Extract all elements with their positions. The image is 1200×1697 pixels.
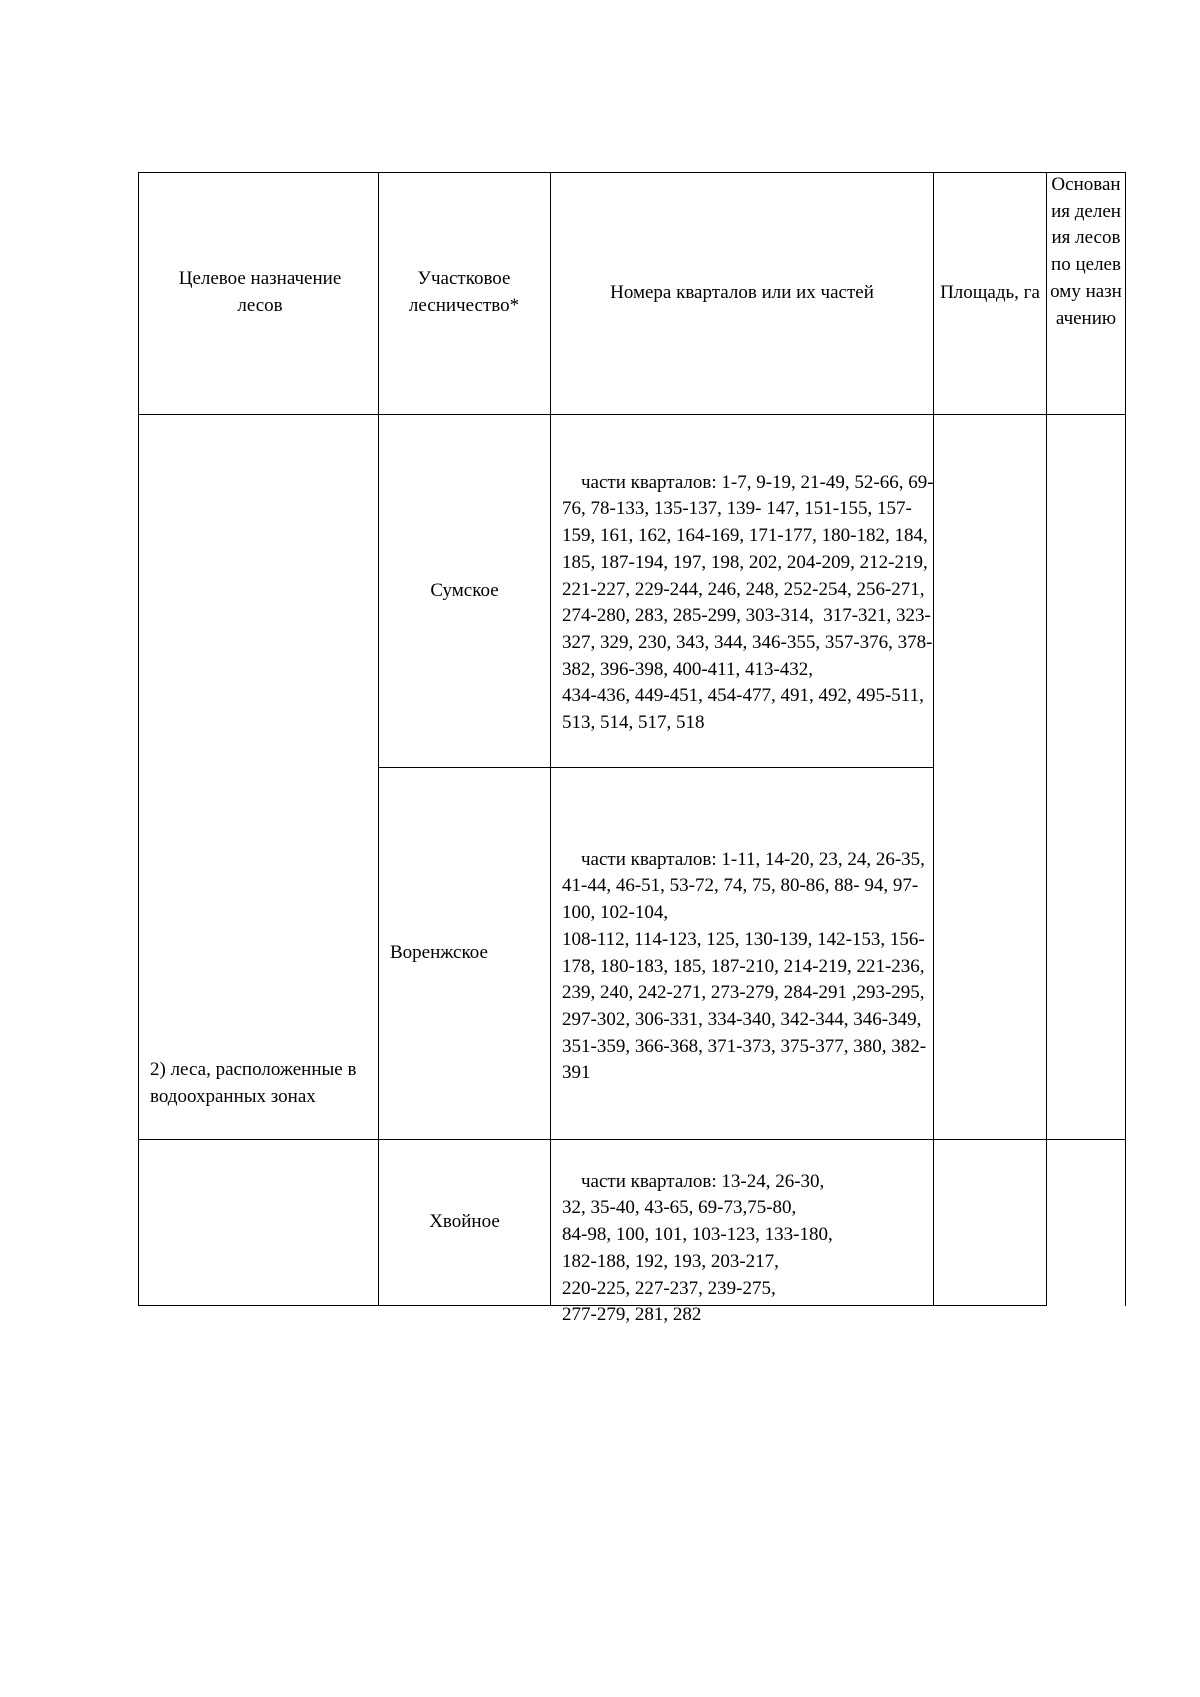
quarters-list: части кварталов: 1-7, 9-19, 21-49, 52-66, 69-76, 78-133, 135-137, 139- 147, 151-155, 157-159, 161, 162, 164-169, 171-177, 180-182, 184, 185, 187-194, 197, 198, 202, 204-209, 212-219, 221-227, 229-244, 246, 248, 252-254, 256-271, 274-280, 283, 285-299, 303-314, 317-321, 323-327, 329, 230, 343, 344, 346-355, 357-376, 378-382, 396-398, 400-411, 413-432, 434-436, 449-451, 454-477, 491, 492, 495-511, 513, 514, 517, 518: [562, 471, 934, 734]
row-quarters-sumskoe: [562, 443, 934, 763]
forestry-name: Воренжское: [390, 941, 488, 963]
quarters-list: части кварталов: 13-24, 26-30, 32, 35-40, 43-65, 69-73,75-80, 84-98, 100, 101, 103-123, 133-180, 182-188, 192, 193, 203-217, 220-225, 227-237, 239-275, 277-279, 281, 282: [562, 1170, 833, 1326]
header-basis: [1047, 172, 1125, 414]
forestry-name: Хвойное: [429, 1211, 500, 1233]
header-purpose-label: Целевое назначение лесов: [178, 268, 342, 316]
row-quarters-vorenzhskoe: [562, 820, 934, 1114]
table-border-right: [1125, 172, 1126, 1306]
header-area: [940, 172, 1040, 414]
group-purpose-text: 2) леса, расположенные в водоохранных зонах: [150, 1059, 357, 1107]
quarters-list: части кварталов: 1-11, 14-20, 23, 24, 26-35, 41-44, 46-51, 53-72, 74, 75, 80-86, 88- 94, 97-100, 102-104, 108-112, 114-123, 125, 130-139, 142-153, 156-178, 180-183, 185, 187-210, 214-219, 221-236, 239, 240, 242-271, 273-279, 284-291 ,293-295, 297-302, 306-331, 334-340, 342-344, 346-349, 351-359, 366-368, 371-373, 375-377, 380, 382-391: [562, 848, 927, 1084]
table-border-left: [138, 172, 139, 1306]
header-basis-label: Основания деления лесов по целевому назначению: [1050, 174, 1122, 329]
header-row-divider: [138, 414, 1126, 415]
forestry-name: Сумское: [430, 579, 499, 601]
group-purpose-label: [150, 1057, 365, 1110]
col-divider-2: [550, 172, 551, 1306]
header-area-label: Площадь, га: [940, 281, 1040, 303]
header-quarters-label: Номера кварталов или их частей: [610, 281, 874, 303]
header-quarters: [552, 172, 932, 414]
header-forestry: [390, 172, 538, 414]
row-forestry-sumskoe: [379, 415, 550, 767]
header-purpose: [160, 172, 360, 414]
header-forestry-label: Участковое лесничество*: [408, 268, 520, 316]
row-forestry-khvoinoe: [379, 1140, 550, 1305]
group-row-divider: [138, 1139, 1126, 1140]
row-quarters-khvoinoe: [562, 1142, 934, 1356]
row-forestry-vorenzhskoe: [390, 768, 548, 1138]
